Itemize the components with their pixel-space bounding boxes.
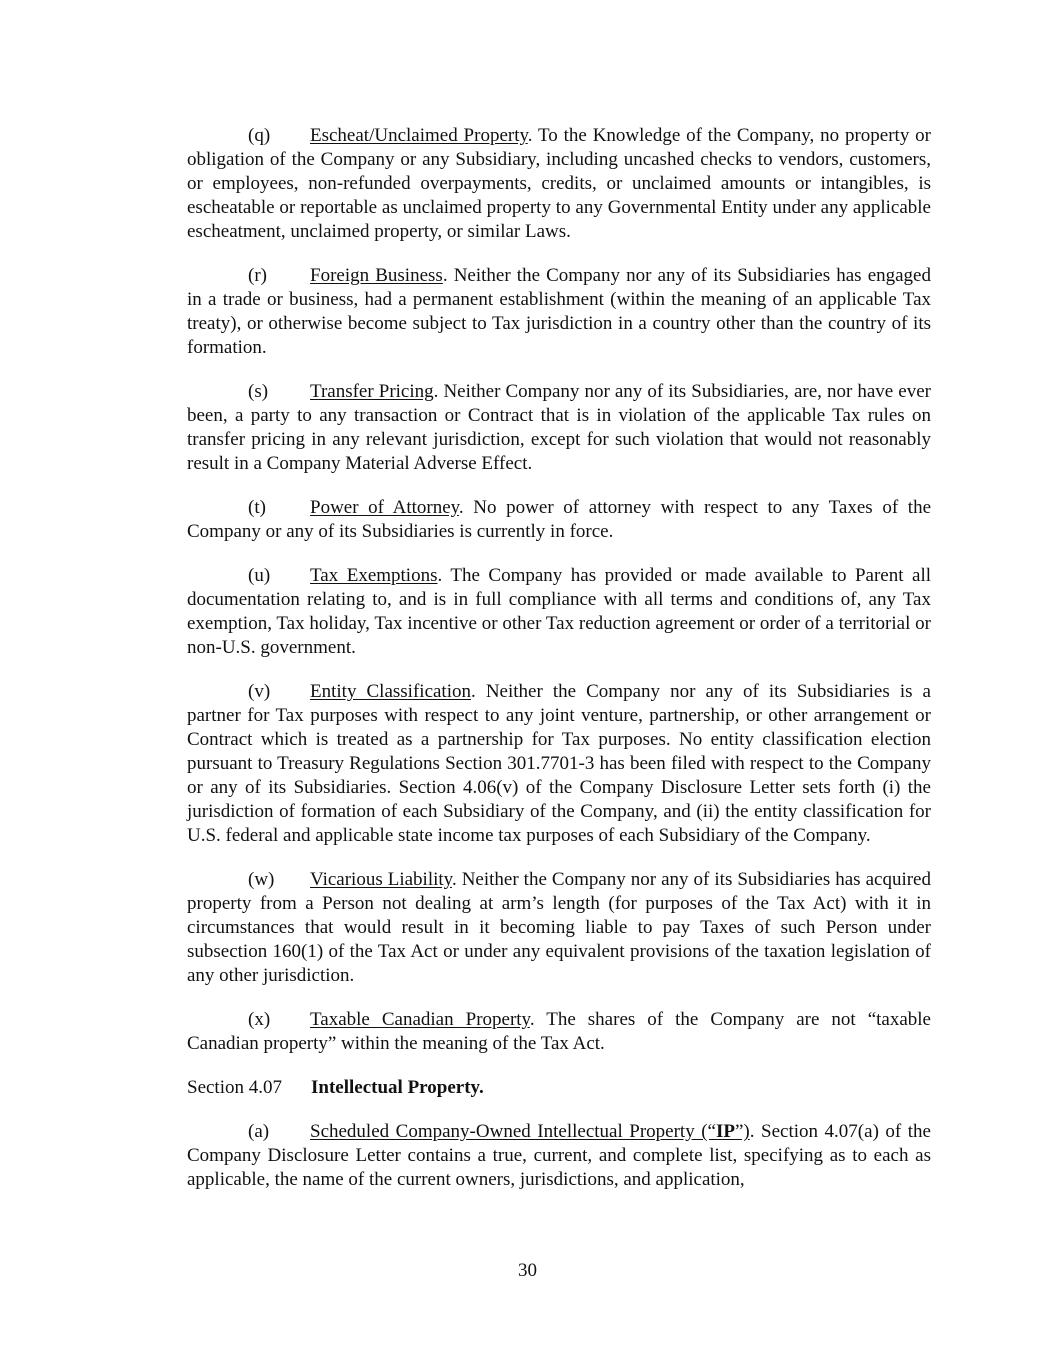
- paragraph-title: Entity Classification: [310, 681, 471, 702]
- paragraph-title: Vicarious Liability: [310, 869, 452, 890]
- page-number: 30: [518, 1260, 537, 1281]
- paragraph-number: (x): [248, 1009, 271, 1030]
- document-page: [187, 124, 931, 1212]
- paragraph-number: (s): [248, 381, 269, 402]
- paragraph-body: . Neither the Company nor any of its Subsidiaries has acquired property from a Person not dealing at arm’s length (for purposes of the Tax Act) with it in circumstances that would result in it becoming liable to pay Taxes of such Person under subsection 160(1) of the Tax Act or under any equivalent provisions of the taxation legislation of any other jurisdiction.: [187, 869, 931, 986]
- paragraph-body: . Section 4.07(a) of the Company Disclosure Letter contains a true, current, and complete list, specifying as to each as applicable, the name of the current owners, jurisdictions, and application,: [187, 1121, 931, 1190]
- paragraph-body: . No power of attorney with respect to any Taxes of the Company or any of its Subsidiaries is currently in force.: [187, 497, 931, 542]
- paragraph-s: [187, 380, 931, 476]
- paragraph-number: (q): [248, 125, 271, 146]
- defined-term: IP: [716, 1121, 735, 1142]
- paragraph-body: . To the Knowledge of the Company, no property or obligation of the Company or any Subsidiary, including uncashed checks to vendors, customers, or employees, non-refunded overpayments, credits, or unclaimed amounts or intangibles, is escheatable or reportable as unclaimed property to any Governmental Entity under any applicable escheatment, unclaimed property, or similar Laws.: [187, 125, 931, 242]
- paragraph-q: [187, 124, 931, 244]
- paragraph-number: (u): [248, 565, 271, 586]
- paragraph-u: [187, 564, 931, 660]
- section-heading: [187, 1076, 931, 1100]
- paragraph-number: (v): [248, 681, 271, 702]
- paragraph-body: . Neither the Company nor any of its Subsidiaries has engaged in a trade or business, had a permanent establishment (within the meaning of an applicable Tax treaty), or otherwise become subject to Tax jurisdiction in a country other than the country of its formation.: [187, 265, 931, 358]
- section-title: Intellectual Property.: [311, 1077, 484, 1098]
- paragraph-title: Power of Attorney: [310, 497, 459, 518]
- paragraph-r: [187, 264, 931, 360]
- paragraph-title: Transfer Pricing: [310, 381, 434, 402]
- paragraph-number: (t): [248, 497, 266, 518]
- paragraph-number: (w): [248, 869, 275, 890]
- paragraph-number: (r): [248, 265, 267, 286]
- paragraph-x: [187, 1008, 931, 1056]
- paragraph-v: [187, 680, 931, 848]
- paragraph-body: . Neither the Company nor any of its Subsidiaries is a partner for Tax purposes with respect to any joint venture, partnership, or other arrangement or Contract which is treated as a partnership for Tax purposes. No entity classification election pursuant to Treasury Regulations Section 301.7701-3 has been filed with respect to the Company or any of its Subsidiaries. Section 4.06(v) of the Company Disclosure Letter sets forth (i) the jurisdiction of formation of each Subsidiary of the Company, and (ii) the entity classification for U.S. federal and applicable state income tax purposes of each Subsidiary of the Company.: [187, 681, 931, 846]
- paragraph-title: Foreign Business: [310, 265, 443, 286]
- paragraph-body: . The shares of the Company are not “taxable Canadian property” within the meaning of the Tax Act.: [187, 1009, 931, 1054]
- paragraph-w: [187, 868, 931, 988]
- paragraph-title: [310, 1121, 750, 1142]
- paragraph-title: Taxable Canadian Property: [310, 1009, 530, 1030]
- paragraph-title: Tax Exemptions: [310, 565, 438, 586]
- paragraph-title: Escheat/Unclaimed Property: [310, 125, 528, 146]
- title-suffix: ”): [735, 1121, 750, 1142]
- paragraph-a: [187, 1120, 931, 1192]
- paragraph-t: [187, 496, 931, 544]
- title-prefix: Scheduled Company-Owned Intellectual Property (“: [310, 1121, 716, 1142]
- paragraph-number: (a): [248, 1121, 270, 1142]
- section-number: Section 4.07: [187, 1077, 282, 1098]
- paragraph-body: . Neither Company nor any of its Subsidiaries, are, nor have ever been, a party to any transaction or Contract that is in violation of the applicable Tax rules on transfer pricing in any relevant jurisdiction, except for such violation that would not reasonably result in a Company Material Adverse Effect.: [187, 381, 931, 474]
- paragraph-body: . The Company has provided or made available to Parent all documentation relating to, and is in full compliance with all terms and conditions of, any Tax exemption, Tax holiday, Tax incentive or other Tax reduction agreement or order of a territorial or non-U.S. government.: [187, 565, 932, 658]
